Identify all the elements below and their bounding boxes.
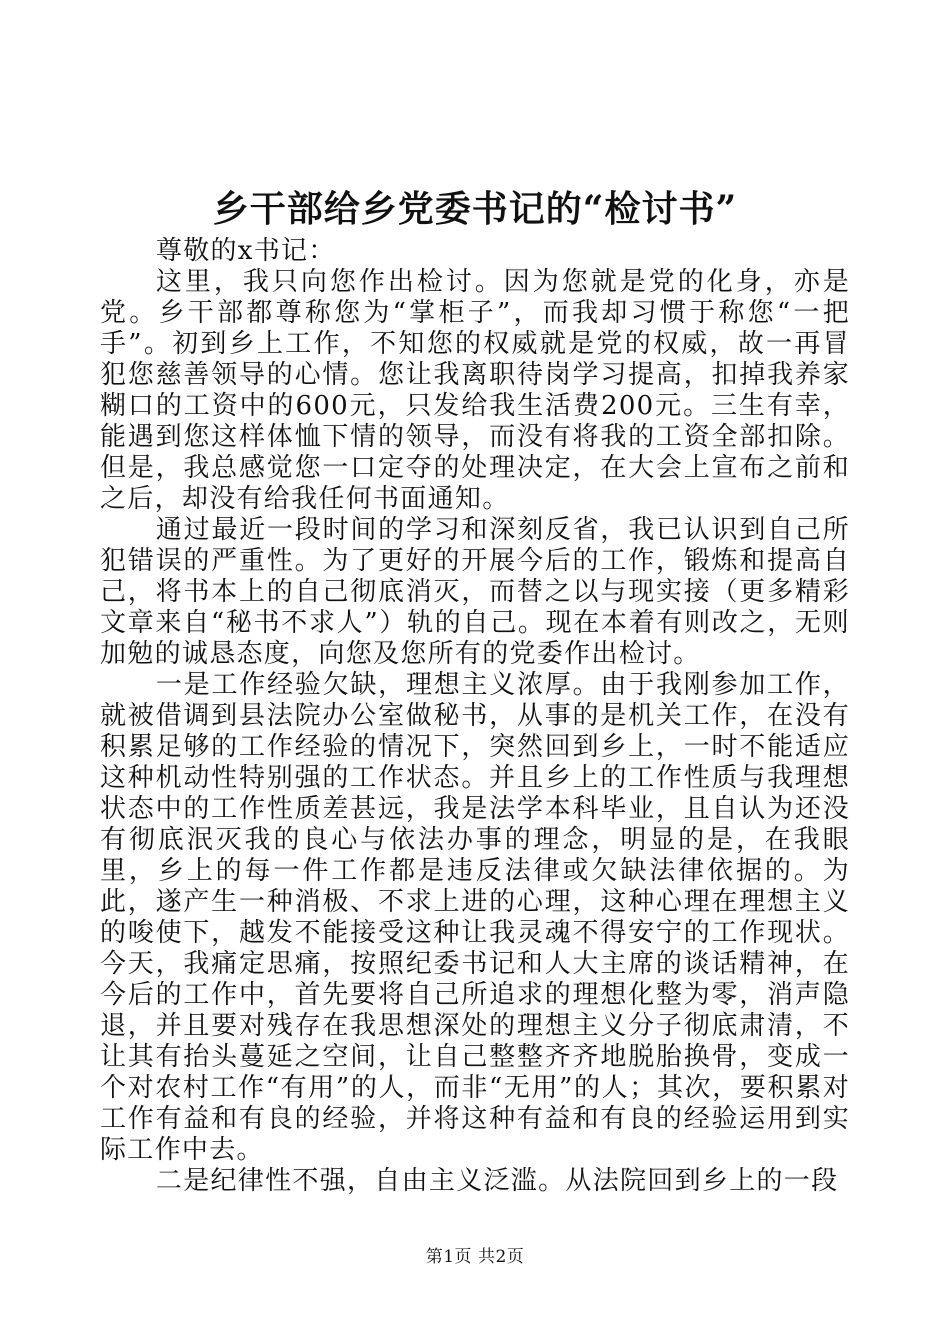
page-number: 第1页 共2页 [425,1247,525,1267]
document-title: 乡干部给乡党委书记的“检讨书” [212,188,738,230]
paragraph: 通过最近一段时间的学习和深刻反省，我已认识到自己所犯错误的严重性。为了更好的开展今后的工作，锻炼和提高自己，将书本上的自己彻底消灭，而替之以与现实接（更多精彩文章来自“秘书不求人”）轨的自己。现在本着有则改之，无则加勉的诚恳态度，向您及您所有的党委作出检讨。 [100,515,850,669]
paragraph: 二是纪律性不强，自由主义泛滥。从法院回到乡上的一段 [155,1166,839,1196]
paragraph: 一是工作经验欠缺，理想主义浓厚。由于我刚参加工作，就被借调到县法院办公室做秘书，从事的是机关工作，在没有积累足够的工作经验的情况下，突然回到乡上，一时不能适应这种机动性特别强的工作状态。并且乡上的工作性质与我理想状态中的工作性质差甚远，我是法学本科毕业，且自认为还没有彻底泯灭我的良心与依法办事的理念，明显的是，在我眼里，乡上的每一件工作都是违反法律或欠缺法律依据的。为此，遂产生一种消极、不求上进的心理，这种心理在理想主义的唆使下，越发不能接受这种让我灵魂不得安宁的工作现状。今天，我痛定思痛，按照纪委书记和人大主席的谈话精神，在今后的工作中，首先要将自己所追求的理想化整为零，消声隐退，并且要对残存在我思想深处的理想主义分子彻底肃清，不让其有抬头蔓延之空间，让自己整整齐齐地脱胎换骨，变成一个对农村工作“有用”的人，而非“无用”的人；其次，要积累对工作有益和有良的经验，并将这种有益和有良的经验运用到实际工作中去。 [100,670,850,1165]
paragraph: 这里，我只向您作出检讨。因为您就是党的化身，亦是党。乡干部都尊称您为“掌柜子”，而我却习惯于称您“一把手”。初到乡上工作，不知您的权威就是党的权威，故一再冒犯您慈善领导的心情。您让我离职待岗学习提高，扣掉我养家糊口的工资中的600元，只发给我生活费200元。三生有幸，能遇到您这样体恤下情的领导，而没有将我的工资全部扣除。但是，我总感觉您一口定夺的处理决定，在大会上宣布之前和之后，却没有给我任何书面通知。 [100,267,850,514]
document-body [100,236,850,1197]
page-footer [0,1246,950,1268]
salutation: 尊敬的x书记： [155,236,336,266]
